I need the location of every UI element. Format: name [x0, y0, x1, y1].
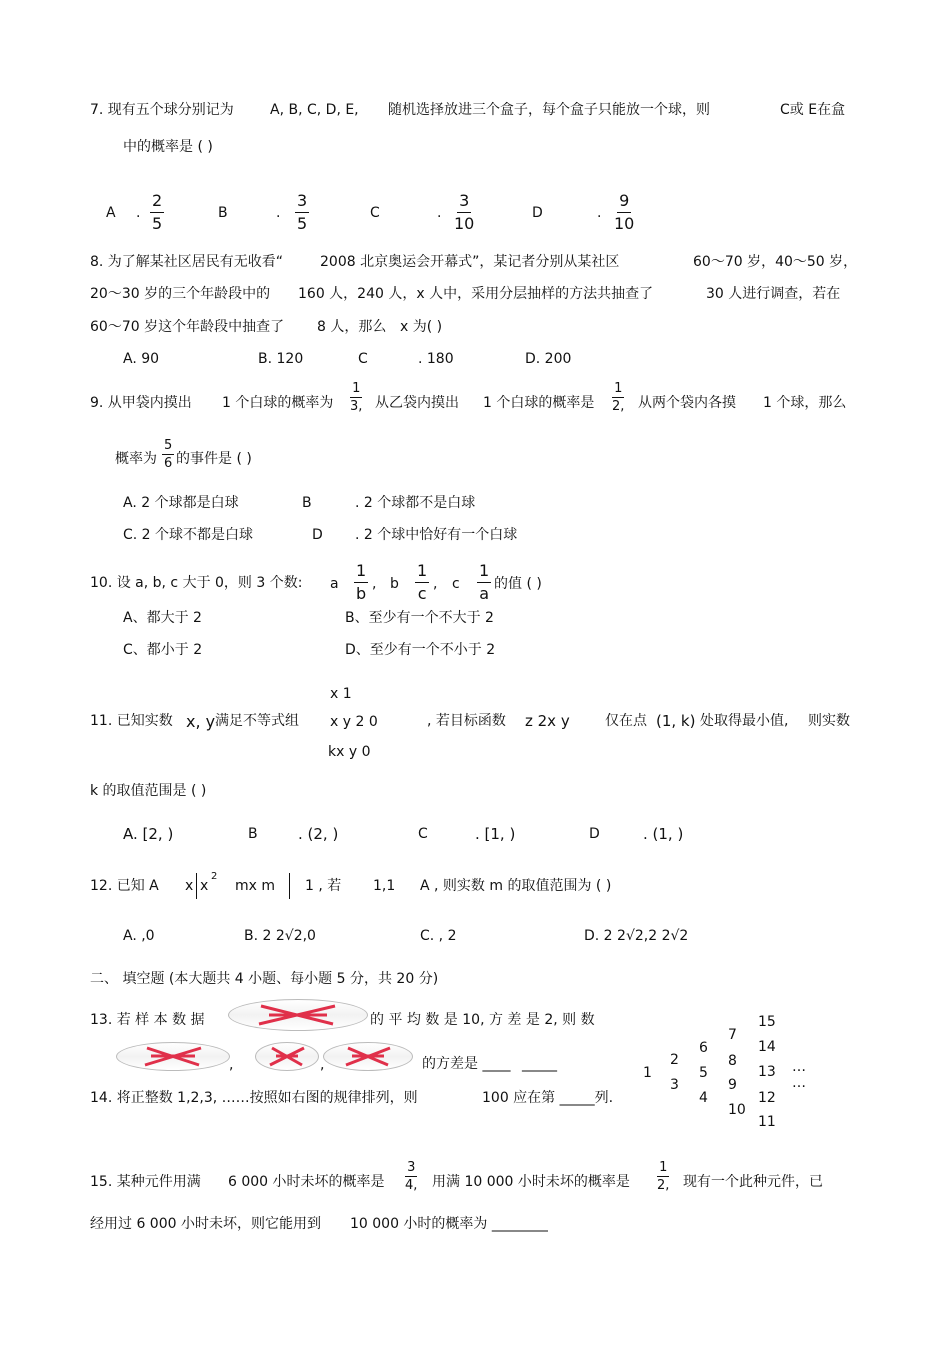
- q12-t6: 1,1: [373, 878, 396, 894]
- q9-t4: 1 个白球的概率是: [483, 395, 595, 411]
- strike-mark-icon: [229, 1000, 367, 1030]
- q8-option-d: D. 200: [525, 351, 572, 367]
- q9-option-b-label: B: [302, 495, 312, 511]
- q7-option-a-dot: .: [136, 205, 141, 221]
- q13-comma-2: ,: [320, 1057, 325, 1073]
- q8-line2c: 30 人进行调查，若在: [706, 286, 841, 302]
- q7-text2: 随机选择放进三个盒子，每个盒子只能放一个球，则: [388, 102, 710, 118]
- q15-t3: 用满 10 000 小时未坏的概率是: [432, 1174, 630, 1190]
- q14-grid-4: 4: [699, 1090, 708, 1106]
- q8-line2b: 160 人，240 人，x 人中，采用分层抽样的方法共抽查了: [298, 286, 654, 302]
- q12-t5: 1 , 若: [305, 878, 342, 894]
- q7-option-c-label: C: [370, 205, 380, 221]
- q9-t1: 9. 从甲袋内摸出: [90, 395, 192, 411]
- numerator: 5: [164, 438, 173, 453]
- q13-t2: 的 平 均 数 是 10, 方 差 是 2, 则 数: [370, 1012, 595, 1028]
- numerator: 2: [150, 193, 164, 213]
- q14-grid-12: 12: [758, 1090, 776, 1106]
- q12-t7: A , 则实数 m 的取值范围为 ( ): [420, 878, 612, 894]
- q11-option-d-label: D: [589, 826, 600, 842]
- q14-grid-6: 6: [699, 1040, 708, 1056]
- q7-option-a-label: A: [106, 205, 116, 221]
- numerator: 1: [354, 563, 368, 583]
- q9-fraction-3: [162, 439, 174, 470]
- q13-t1: 13. 若 样 本 数 据: [90, 1012, 205, 1028]
- q9-t6: 1 个球，那么: [763, 395, 847, 411]
- set-builder-bar: [196, 873, 197, 899]
- denominator: 6: [164, 456, 173, 471]
- q7-text3: C或 E在盒: [780, 102, 846, 118]
- denominator: c: [417, 584, 427, 603]
- numerator: 3: [407, 1160, 416, 1175]
- numerator: 1: [614, 381, 623, 396]
- denominator: 4,: [405, 1178, 418, 1193]
- q11-option-b-value: . (2, ): [298, 825, 339, 843]
- q7-option-d-label: D: [532, 205, 543, 221]
- q7-option-a-fraction: [150, 193, 164, 232]
- q15-fraction-1: [405, 1161, 417, 1192]
- q11-xy: x, y: [186, 712, 216, 731]
- q7-balls: A, B, C, D, E,: [270, 102, 359, 118]
- q13-t3: 的方差是 ____: [422, 1056, 511, 1072]
- q8-option-c-label: C: [358, 351, 368, 367]
- q15-t5: 经用过 6 000 小时未坏，则它能用到: [90, 1216, 321, 1232]
- q8-line1b: 2008 北京奥运会开幕式”，某记者分别从某社区: [320, 254, 620, 270]
- q11-system-line-2: x y 2 0: [330, 714, 378, 730]
- q14-grid-13: 13: [758, 1064, 776, 1080]
- q14-grid-ellipsis-2: …: [792, 1075, 806, 1091]
- q7-text: 7. 现有五个球分别记为: [90, 102, 234, 118]
- q12-option-a: A. ,0: [123, 928, 155, 944]
- q14-grid-10: 10: [728, 1102, 746, 1118]
- q8-line1a: 8. 为了解某社区居民有无收看“: [90, 254, 284, 270]
- q15-t1: 15. 某种元件用满: [90, 1174, 201, 1190]
- q11-t2: 满足不等式组: [215, 713, 299, 729]
- q8-line2a: 20～30 岁的三个年龄段中的: [90, 286, 271, 302]
- q11-t7: 处取得最小值,: [700, 713, 789, 729]
- q10-comma-2: ,: [433, 576, 438, 592]
- q11-system-line-3: kx y 0: [328, 744, 371, 760]
- q11-option-b-label: B: [248, 826, 258, 842]
- q11-option-a: A. [2, ): [123, 825, 174, 843]
- q7-option-b-label: B: [218, 205, 228, 221]
- q12-option-b: B. 2 2√2,0: [244, 928, 316, 944]
- q11-option-c-label: C: [418, 826, 428, 842]
- cropped-formula-image-3: [255, 1042, 319, 1071]
- q11-t3: , 若目标函数: [427, 713, 506, 729]
- strike-mark-icon: [324, 1043, 412, 1070]
- q9-option-c: C. 2 个球不都是白球: [123, 527, 254, 543]
- q9-fraction-2: [612, 382, 624, 413]
- q9-fraction-1: [350, 382, 362, 413]
- q12-option-d: D. 2 2√2,2 2√2: [584, 928, 689, 944]
- q11-t1: 11. 已知实数: [90, 713, 173, 729]
- q10-t2: 的值 ( ): [494, 576, 542, 592]
- cropped-formula-image-2: [116, 1042, 230, 1071]
- q11-line2: k 的取值范围是 ( ): [90, 783, 207, 799]
- q14-grid-3: 3: [670, 1077, 679, 1093]
- absolute-value-bar: [289, 873, 290, 899]
- q10-t1: 10. 设 a, b, c 大于 0，则 3 个数:: [90, 575, 303, 591]
- q11-t5: 仅在点: [605, 713, 647, 729]
- q14-text2: 100 应在第 _____列.: [482, 1090, 614, 1106]
- q9-t5: 从两个袋内各摸: [638, 395, 736, 411]
- q15-t2: 6 000 小时未坏的概率是: [228, 1174, 385, 1190]
- q14-grid-7: 7: [728, 1027, 737, 1043]
- denominator: 10: [614, 214, 635, 233]
- cropped-formula-image-1: [228, 999, 368, 1031]
- q14-grid-14: 14: [758, 1039, 776, 1055]
- q14-grid-9: 9: [728, 1077, 737, 1093]
- q8-line3c: x 为( ): [400, 319, 443, 335]
- q15-t4: 现有一个此种元件，已: [683, 1174, 823, 1190]
- q7-option-c-fraction: [454, 193, 474, 232]
- strike-mark-icon: [117, 1043, 229, 1070]
- q9-option-d-text: . 2 个球中恰好有一个白球: [355, 527, 518, 543]
- q7-option-d-dot: .: [597, 205, 602, 221]
- q8-line1c: 60～70 岁，40～50 岁，: [693, 254, 858, 270]
- q12-t4: mx m: [235, 878, 276, 894]
- section-2-heading: 二、 填空题 (本大题共 4 小题、每小题 5 分，共 20 分): [90, 971, 439, 987]
- q9-option-a: A. 2 个球都是白球: [123, 495, 239, 511]
- q15-fraction-2: [657, 1161, 669, 1192]
- q10-option-c: C、都小于 2: [123, 642, 203, 658]
- denominator: a: [479, 584, 489, 603]
- numerator: 9: [617, 193, 631, 213]
- q10-option-d: D、至少有一个不小于 2: [345, 642, 496, 658]
- q8-option-b: B. 120: [258, 351, 304, 367]
- q14-grid-15: 15: [758, 1014, 776, 1030]
- denominator: b: [356, 584, 367, 603]
- q8-option-c-value: . 180: [418, 351, 454, 367]
- q7-option-b-dot: .: [276, 205, 281, 221]
- q11-option-c-value: . [1, ): [475, 825, 516, 843]
- q13-t4: _____: [522, 1056, 557, 1072]
- strike-mark-icon: [256, 1043, 318, 1070]
- q14-grid-ellipsis-1: …: [792, 1059, 806, 1075]
- q10-option-a: A、都大于 2: [123, 610, 202, 626]
- q10-fraction-3: [477, 563, 491, 602]
- q15-t6: 10 000 小时的概率为 ________: [350, 1216, 548, 1232]
- denominator: 2,: [612, 399, 625, 414]
- q9-t2: 1 个白球的概率为: [222, 395, 334, 411]
- q9-t8: 的事件是 ( ): [176, 451, 252, 467]
- q11-option-d-value: . (1, ): [643, 825, 684, 843]
- q10-b: b: [390, 576, 399, 592]
- denominator: 5: [297, 214, 308, 233]
- q9-t7: 概率为: [115, 451, 157, 467]
- numerator: 1: [352, 381, 361, 396]
- q10-comma-1: ,: [372, 576, 377, 592]
- q8-line3b: 8 人，那么: [317, 319, 387, 335]
- q13-comma-1: ,: [229, 1057, 234, 1073]
- q14-grid-2: 2: [670, 1052, 679, 1068]
- q11-t8: 则实数: [808, 713, 850, 729]
- denominator: 2,: [657, 1178, 670, 1193]
- q11-t4: z 2x y: [525, 712, 570, 730]
- q8-option-a: A. 90: [123, 351, 160, 367]
- q11-t6: (1, k): [656, 712, 696, 730]
- q14-grid-8: 8: [728, 1053, 737, 1069]
- q12-t3: x: [200, 878, 209, 894]
- q10-fraction-2: [415, 563, 429, 602]
- q11-system-line-1: x 1: [330, 686, 352, 702]
- q7-option-b-fraction: [295, 193, 309, 232]
- numerator: 1: [415, 563, 429, 583]
- denominator: 3,: [350, 399, 363, 414]
- q12-sup: 2: [211, 871, 218, 882]
- q10-c: c: [452, 576, 460, 592]
- q10-fraction-1: [354, 563, 368, 602]
- q7-line2: 中的概率是 ( ): [123, 139, 213, 155]
- numerator: 1: [659, 1160, 668, 1175]
- q8-line3a: 60～70 岁这个年龄段中抽查了: [90, 319, 285, 335]
- q10-a: a: [330, 576, 339, 592]
- denominator: 5: [152, 214, 163, 233]
- q14-grid-11: 11: [758, 1114, 776, 1130]
- q7-option-d-fraction: [614, 193, 634, 232]
- q14-grid-5: 5: [699, 1065, 708, 1081]
- denominator: 10: [454, 214, 475, 233]
- q12-option-c: C. , 2: [420, 928, 457, 944]
- q12-t1: 12. 已知 A: [90, 878, 159, 894]
- numerator: 1: [477, 563, 491, 583]
- cropped-formula-image-4: [323, 1042, 413, 1071]
- q7-option-c-dot: .: [437, 205, 442, 221]
- q10-option-b: B、至少有一个不大于 2: [345, 610, 494, 626]
- q9-option-d-label: D: [312, 527, 323, 543]
- numerator: 3: [295, 193, 309, 213]
- q12-t2: x: [185, 878, 194, 894]
- q9-option-b-text: . 2 个球都不是白球: [355, 495, 476, 511]
- q9-t3: 从乙袋内摸出: [375, 395, 459, 411]
- q14-text: 14. 将正整数 1,2,3, ……按照如右图的规律排列，则: [90, 1090, 418, 1106]
- q14-grid-1: 1: [643, 1065, 652, 1081]
- numerator: 3: [457, 193, 471, 213]
